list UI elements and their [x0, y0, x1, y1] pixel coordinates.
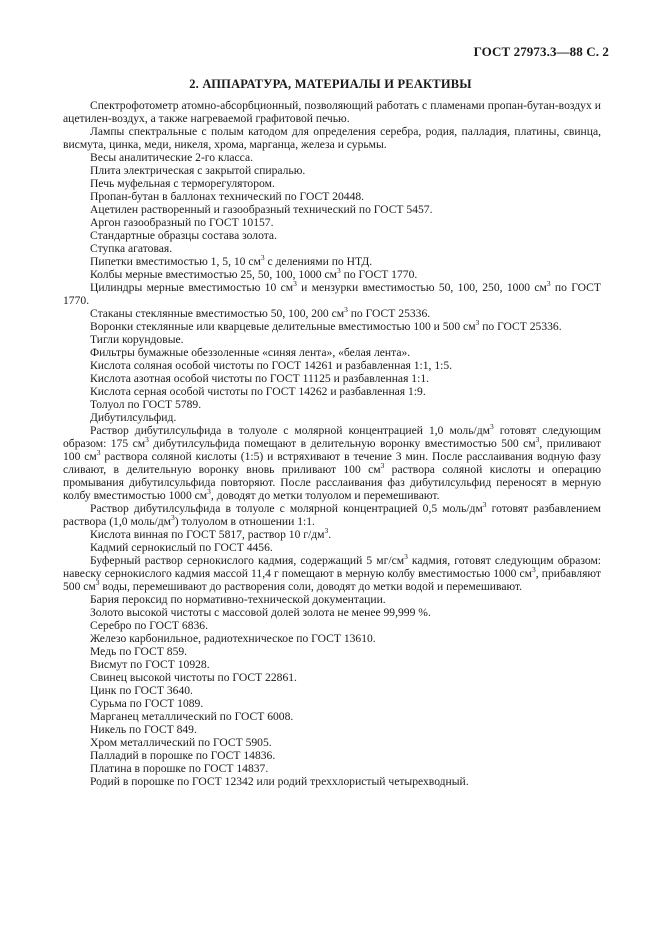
- paragraph: Платина в порошке по ГОСТ 14837.: [90, 762, 269, 775]
- paragraph: Цинк по ГОСТ 3640.: [90, 684, 193, 697]
- paragraph: Серебро по ГОСТ 6836.: [90, 619, 208, 632]
- paragraph: Буферный раствор сернокислого кадмия, содержащий 5 $мг/см^3$ кадмия, готовят следующим образом: навеску сернокислого кадмия массой 11,4 г помещают в мерную колбу вместимостью 1000 $см^3$, прибавляют 500 $см^3$ воды, перемешивают до растворения соли, доводят до метки водой и перемешивают.: [63, 552, 602, 593]
- paragraph: Сурьма по ГОСТ 1089.: [90, 697, 204, 710]
- paragraph: Спектрофотометр атомно-абсорбционный, позволяющий работать с пламенами пропан-бутан-воздух и ацетилен-воздух, а также нагреваемой графитовой печью.: [63, 99, 601, 125]
- paragraph: Плита электрическая с закрытой спиралью.: [90, 164, 306, 177]
- paragraph: Толуол по ГОСТ 5789.: [90, 398, 202, 411]
- paragraph: Железо карбонильное, радиотехническое по ГОСТ 13610.: [90, 632, 376, 645]
- paragraph: Ацетилен растворенный и газообразный технический по ГОСТ 5457.: [90, 203, 433, 216]
- section-title: 2. АППАРАТУРА, МАТЕРИАЛЫ И РЕАКТИВЫ: [189, 77, 472, 91]
- paragraph: Тигли корундовые.: [90, 333, 184, 346]
- paragraph: Кислота винная по ГОСТ 5817, раствор 10 $г/дм^3$.: [90, 526, 332, 541]
- paragraph: Пропан-бутан в баллонах технический по ГОСТ 20448.: [90, 190, 365, 203]
- paragraph: Золото высокой чистоты с массовой долей золота не менее 99,999 %.: [90, 606, 431, 619]
- paragraph: Фильтры бумажные обеззоленные «синяя лента», «белая лента».: [90, 346, 411, 359]
- paragraph: Свинец высокой чистоты по ГОСТ 22861.: [90, 671, 297, 684]
- paragraph: Раствор дибутилсульфида в толуоле с молярной концентрацией 0,5 моль/$дм^3$ готовят разбавлением раствора (1,0 моль/$дм^3$) толуолом в отношении 1:1.: [63, 500, 601, 528]
- paragraph: Кислота серная особой чистоты по ГОСТ 14262 и разбавленная 1:9.: [90, 385, 426, 398]
- paragraph: Медь по ГОСТ 859.: [90, 645, 188, 658]
- paragraph: Кислота азотная особой чистоты по ГОСТ 11125 и разбавленная 1:1.: [90, 372, 430, 385]
- paragraph: Лампы спектральные с полым катодом для определения серебра, родия, палладия, платины, свинца, висмута, цинка, меди, никеля, хрома, марганца, железа и сурьмы.: [63, 125, 601, 151]
- paragraph: Воронки стеклянные или кварцевые делительные вместимостью 100 и 500 $см^3$ по ГОСТ 25336.: [90, 318, 562, 333]
- paragraph: Дибутилсульфид.: [90, 411, 177, 424]
- paragraph: Стандартные образцы состава золота.: [90, 229, 277, 242]
- paragraph: Ступка агатовая.: [90, 242, 173, 255]
- paragraph: Цилиндры мерные вместимостью 10 $см^3$ и мензурки вместимостью 50, 100, 250, 1000 $см^3$ по ГОСТ 1770.: [63, 279, 601, 307]
- paragraph: Никель по ГОСТ 849.: [90, 723, 197, 736]
- paragraph: Родий в порошке по ГОСТ 12342 или родий треххлористый четырехводный.: [90, 775, 469, 788]
- paragraph: Кислота соляная особой чистоты по ГОСТ 14261 и разбавленная 1:1, 1:5.: [90, 359, 453, 372]
- paragraph: Раствор дибутилсульфида в толуоле с молярной концентрацией 1,0 моль/$дм^3$ готовят следующим образом: 175 $см^3$ дибутилсульфида помещают в делительную воронку вместимостью 500 $см^3$, приливают 100 $см^3$ раствора соляной кислоты (1:5) и встряхивают в течение 3 мин. После расслаивания водную фазу сливают, в делительную воронку вновь приливают 100 $см^3$ раствора соляной кислоты и операцию промывания дибутилсульфида повторяют. После расслаивания фаз дибутилсульфид переносят в мерную колбу вместимостью 1000 $см^3$, доводят до метки толуолом и перемешивают.: [63, 422, 602, 502]
- paragraph: Марганец металлический по ГОСТ 6008.: [90, 710, 294, 723]
- page-header: ГОСТ 27973.3—88 С. 2: [473, 44, 609, 59]
- paragraph: Палладий в порошке по ГОСТ 14836.: [90, 749, 276, 762]
- paragraph: Висмут по ГОСТ 10928.: [90, 658, 210, 671]
- paragraph: Бария пероксид по нормативно-технической документации.: [90, 593, 386, 606]
- paragraph: Кадмий сернокислый по ГОСТ 4456.: [90, 541, 273, 554]
- paragraph: Пипетки вместимостью 1, 5, 10 $см^3$ с делениями по НТД.: [90, 253, 373, 268]
- paragraph: Хром металлический по ГОСТ 5905.: [90, 736, 272, 749]
- paragraph: Колбы мерные вместимостью 25, 50, 100, 1000 $см^3$ по ГОСТ 1770.: [90, 266, 418, 281]
- paragraph: Стаканы стеклянные вместимостью 50, 100, 200 $см^3$ по ГОСТ 25336.: [90, 305, 431, 320]
- paragraph: Аргон газообразный по ГОСТ 10157.: [90, 216, 274, 229]
- paragraph: Печь муфельная с терморегулятором.: [90, 177, 275, 190]
- paragraph: Весы аналитические 2-го класса.: [90, 151, 254, 164]
- document-body: [63, 99, 601, 788]
